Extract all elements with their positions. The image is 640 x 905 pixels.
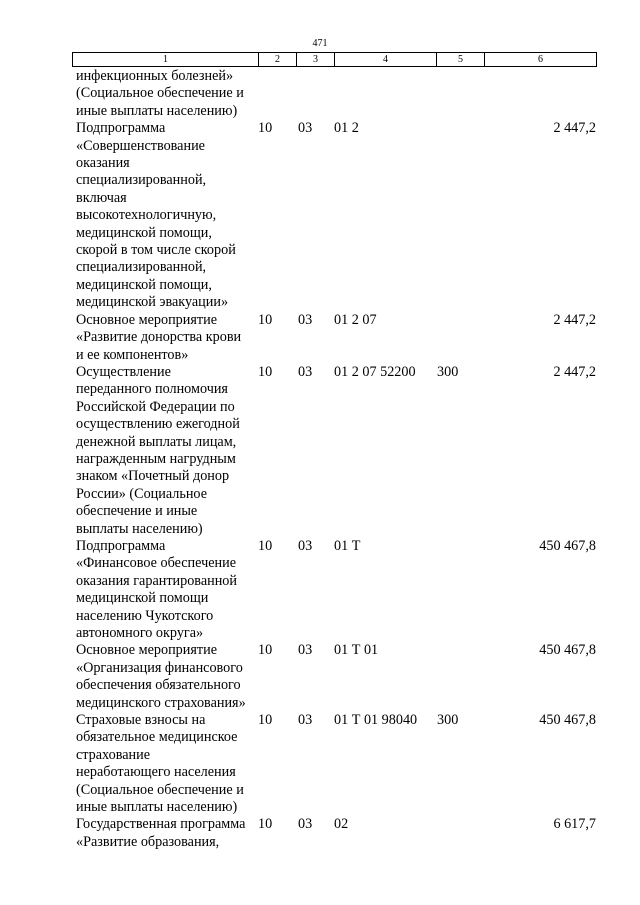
target-article-code: 01 2 07 52200 (334, 363, 416, 380)
target-article-code: 01 2 07 (334, 311, 377, 328)
expense-type-code: 300 (437, 712, 459, 729)
target-article-code: 01 2 (334, 120, 359, 137)
subsection-code: 03 (298, 537, 313, 554)
table-row (72, 712, 602, 816)
table-row (72, 312, 602, 364)
amount: 6 617,7 (553, 816, 596, 833)
column-header-4: 4 (335, 53, 437, 67)
table-row (72, 364, 602, 538)
row-name: инфекционных болезней» (Социальное обеспечение и иные выплаты населению) (76, 68, 244, 119)
table-row (72, 816, 602, 851)
budget-table-body (72, 68, 602, 851)
column-header-table (72, 52, 597, 67)
amount: 2 447,2 (553, 363, 596, 380)
amount: 450 467,8 (539, 537, 596, 554)
column-header-6: 6 (485, 53, 597, 67)
table-row (72, 642, 602, 712)
target-article-code: 01 Т 01 (334, 642, 379, 659)
row-name: Осуществление переданного полномочия Российской Федерации по осуществлению ежегодной денежной выплаты лицам, награжденным нагрудным знаком «Почетный донор России» (Социальное обеспечение и иные выплаты населению) (76, 363, 240, 537)
section-code: 10 (258, 363, 273, 380)
row-name: Страховые взносы на обязательное медицинское страхование неработающего населения (Социальное обеспечение и иные выплаты населению) (76, 712, 244, 816)
row-name: Подпрограмма «Финансовое обеспечение оказания гарантированной медицинской помощи населению Чукотского автономного округа» (76, 537, 237, 641)
column-header-row (73, 53, 597, 67)
section-code: 10 (258, 816, 273, 833)
column-header-2: 2 (259, 53, 297, 67)
row-name: Государственная программа «Развитие образования, (76, 816, 246, 850)
expense-type-code: 300 (437, 363, 459, 380)
section-code: 10 (258, 642, 273, 659)
subsection-code: 03 (298, 642, 313, 659)
row-name: Основное мероприятие «Организация финансового обеспечения обязательного медицинского страхования» (76, 642, 246, 711)
column-header-3: 3 (297, 53, 335, 67)
row-name: Основное мероприятие «Развитие донорства крови и ее компонентов» (76, 311, 242, 363)
table-row (72, 538, 602, 642)
section-code: 10 (258, 537, 273, 554)
column-header-5: 5 (437, 53, 485, 67)
subsection-code: 03 (298, 816, 313, 833)
target-article-code: 01 Т 01 98040 (334, 712, 418, 729)
subsection-code: 03 (298, 120, 313, 137)
column-header-1: 1 (73, 53, 259, 67)
section-code: 10 (258, 712, 273, 729)
subsection-code: 03 (298, 363, 313, 380)
amount: 2 447,2 (553, 120, 596, 137)
amount: 450 467,8 (539, 642, 596, 659)
subsection-code: 03 (298, 712, 313, 729)
target-article-code: 01 Т (334, 537, 361, 554)
section-code: 10 (258, 311, 273, 328)
row-name: Подпрограмма «Совершенствование оказания специализированной, включая высокотехнологичную, медицинской помощи, скорой в том числе скорой специализированной, медицинской помощи, медицинской эвакуации» (76, 120, 236, 311)
page-number: 471 (312, 38, 328, 49)
amount: 2 447,2 (553, 311, 596, 328)
target-article-code: 02 (334, 816, 349, 833)
subsection-code: 03 (298, 311, 313, 328)
table-row (72, 68, 602, 120)
amount: 450 467,8 (539, 712, 596, 729)
table-row (72, 120, 602, 311)
section-code: 10 (258, 120, 273, 137)
